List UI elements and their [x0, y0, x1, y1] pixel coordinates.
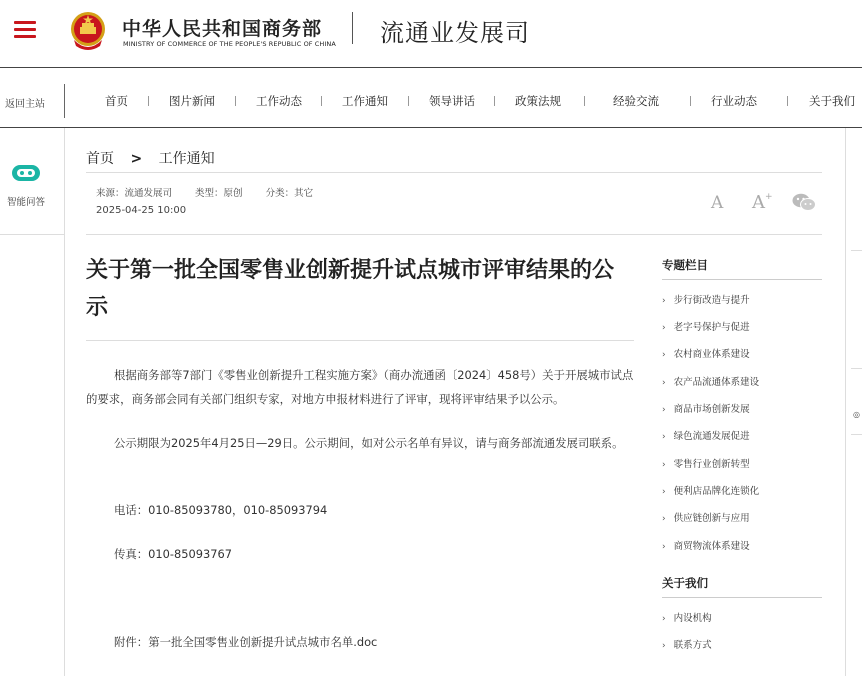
- rail-divider: [851, 434, 862, 435]
- meta-type: 类型：原创: [195, 188, 243, 199]
- left-rail: [0, 128, 65, 676]
- menu-icon[interactable]: [14, 21, 36, 39]
- nav-separator: [584, 96, 585, 106]
- nav-item-policies[interactable]: 政策法规: [515, 94, 561, 108]
- main-nav: [0, 74, 862, 128]
- article-title: 关于第一批全国零售业创新提升试点城市评审结果的公示: [86, 258, 615, 320]
- nav-separator: [787, 96, 788, 106]
- chevron-right-icon: ›: [662, 323, 666, 333]
- chevron-right-icon: ›: [662, 641, 666, 651]
- nav-separator: [235, 96, 236, 106]
- breadcrumb-home[interactable]: 首页: [86, 151, 114, 167]
- topic-link[interactable]: › 农产品流通体系建设: [662, 377, 760, 388]
- publish-date: 2025-04-25 10:00: [96, 205, 187, 216]
- topic-link[interactable]: › 农村商业体系建设: [662, 349, 750, 360]
- font-smaller-icon[interactable]: [710, 193, 726, 210]
- divider: [86, 172, 822, 173]
- back-to-main-site-link[interactable]: 返回主站: [5, 99, 45, 110]
- topic-link[interactable]: › 供应链创新与应用: [662, 513, 750, 524]
- chevron-right-icon: ›: [662, 514, 666, 524]
- article-paragraph: 根据商务部等7部门《零售业创新提升工程实施方案》（商办流通函〔2024〕458号）关于开展城市试点的要求，商务部会同有关部门组织专家，对地方申报材料进行了评审，现将评审结果予以公示。: [86, 368, 634, 406]
- site-header: [0, 0, 862, 68]
- robot-chat-icon: [11, 162, 41, 184]
- nav-item-about-us[interactable]: 关于我们: [809, 94, 855, 108]
- chevron-right-icon: ›: [662, 432, 666, 442]
- nav-item-industry-news[interactable]: 行业动态: [711, 94, 757, 108]
- topic-link[interactable]: › 绿色流通发展促进: [662, 431, 750, 442]
- topics-heading: 专题栏目: [662, 258, 708, 272]
- breadcrumb-separator: >: [130, 151, 143, 167]
- nav-separator: [690, 96, 691, 106]
- nav-item-leader-speeches[interactable]: 领导讲话: [429, 94, 475, 108]
- nav-item-photo-news[interactable]: 图片新闻: [169, 94, 215, 108]
- topic-link[interactable]: › 便利店品牌化连锁化: [662, 486, 760, 497]
- about-link[interactable]: › 内设机构: [662, 613, 712, 624]
- article-meta: [96, 185, 333, 199]
- svg-text:A: A: [752, 192, 765, 210]
- rail-glyph[interactable]: ◎: [853, 410, 860, 419]
- nav-item-experience[interactable]: 经验交流: [613, 94, 659, 108]
- wechat-share-icon[interactable]: [792, 193, 816, 211]
- divider: [86, 234, 822, 235]
- ministry-name-cn: 中华人民共和国商务部: [122, 18, 323, 40]
- attachment-link[interactable]: 第一批全国零售业创新提升试点城市名单.doc: [148, 635, 378, 649]
- contact-phone: 电话：010-85093780，010-85093794: [114, 503, 328, 517]
- svg-text:+: +: [765, 192, 773, 202]
- chevron-right-icon: ›: [662, 614, 666, 624]
- topic-link[interactable]: › 商贸物流体系建设: [662, 541, 750, 552]
- svg-text:A: A: [711, 193, 724, 210]
- attachment-line: [114, 634, 377, 650]
- national-emblem-icon: [68, 10, 108, 52]
- chevron-right-icon: ›: [662, 460, 666, 470]
- nav-separator: [494, 96, 495, 106]
- meta-source: 来源：流通发展司: [96, 188, 173, 199]
- article-paragraph: 公示期限为2025年4月25日—29日。公示期间，如对公示名单有异议，请与商务部流通发展司联系。: [114, 436, 624, 450]
- breadcrumb: [86, 148, 215, 168]
- about-link[interactable]: › 联系方式: [662, 640, 712, 651]
- smart-qa-label: 智能问答: [7, 197, 46, 208]
- topic-link[interactable]: › 商品市场创新发展: [662, 404, 750, 415]
- chevron-right-icon: ›: [662, 378, 666, 388]
- chevron-right-icon: ›: [662, 296, 666, 306]
- smart-qa-button[interactable]: [0, 128, 65, 235]
- divider: [662, 597, 822, 598]
- nav-divider: [64, 84, 65, 118]
- contact-fax: 传真：010-85093767: [114, 547, 233, 561]
- chevron-right-icon: ›: [662, 405, 666, 415]
- nav-item-work-updates[interactable]: 工作动态: [256, 94, 302, 108]
- nav-separator: [148, 96, 149, 106]
- department-name: 流通业发展司: [380, 19, 530, 47]
- chevron-right-icon: ›: [662, 487, 666, 497]
- nav-separator: [321, 96, 322, 106]
- nav-item-home[interactable]: 首页: [105, 94, 128, 108]
- ministry-name-en: MINISTRY OF COMMERCE OF THE PEOPLE'S REPUBLIC OF CHINA: [123, 40, 336, 48]
- chevron-right-icon: ›: [662, 350, 666, 360]
- topic-link[interactable]: › 步行街改造与提升: [662, 295, 750, 306]
- chevron-right-icon: ›: [662, 542, 666, 552]
- topic-link[interactable]: › 老字号保护与促进: [662, 322, 750, 333]
- rail-divider: [851, 250, 862, 251]
- about-heading: 关于我们: [662, 576, 708, 590]
- font-larger-icon[interactable]: [751, 191, 773, 210]
- divider: [662, 279, 822, 280]
- nav-item-work-notices[interactable]: 工作通知: [342, 94, 388, 108]
- rail-divider: [851, 368, 862, 369]
- breadcrumb-current[interactable]: 工作通知: [158, 151, 215, 167]
- attachment-label: 附件：: [114, 635, 149, 649]
- meta-category: 分类：其它: [265, 188, 314, 199]
- header-divider: [352, 12, 353, 44]
- right-edge-rail: [845, 128, 862, 676]
- topic-link[interactable]: › 零售行业创新转型: [662, 459, 750, 470]
- nav-separator: [408, 96, 409, 106]
- divider: [86, 340, 634, 341]
